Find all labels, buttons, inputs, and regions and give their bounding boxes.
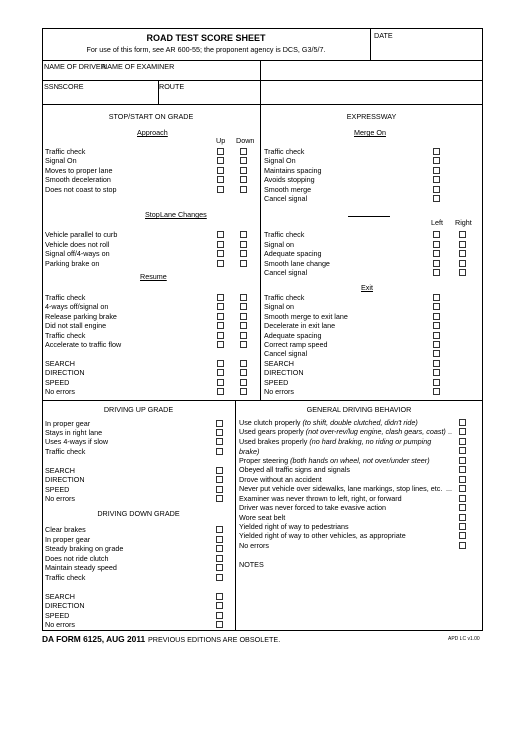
checkbox[interactable] (216, 467, 223, 474)
list-item: Smooth merge (264, 185, 312, 194)
col-right-label: Right (455, 218, 472, 227)
checkbox[interactable] (216, 612, 223, 619)
checkbox[interactable] (217, 294, 224, 301)
checkbox[interactable] (433, 269, 440, 276)
checkbox[interactable] (240, 260, 247, 267)
list-item: Avoids stopping (264, 175, 315, 184)
behavior-item: Used brakes properly (no hard braking, no riding or pumping (239, 437, 432, 446)
list-item: Traffic check (264, 230, 305, 239)
date-divider (370, 28, 371, 60)
list-item: Decelerate in exit lane (264, 321, 336, 330)
list-item: In proper gear (45, 535, 91, 544)
list-item: No errors (45, 494, 75, 503)
checkbox[interactable] (217, 303, 224, 310)
behavior-item: Proper steering (both hands on wheel, not over/under steer) (239, 456, 430, 465)
checkbox[interactable] (459, 495, 466, 502)
list-item: Cancel signal (264, 268, 308, 277)
list-item: Smooth merge to exit lane (264, 312, 348, 321)
checkbox[interactable] (240, 176, 247, 183)
list-item: Smooth deceleration (45, 175, 111, 184)
checkbox[interactable] (459, 250, 466, 257)
general-title: GENERAL DRIVING BEHAVIOR (306, 405, 412, 414)
ssn-field[interactable] (44, 91, 156, 103)
checkbox[interactable] (216, 536, 223, 543)
checkbox[interactable] (240, 313, 247, 320)
checkbox[interactable] (459, 457, 466, 464)
driving-up-title: DRIVING UP GRADE (103, 405, 174, 414)
checkbox[interactable] (217, 341, 224, 348)
checkbox[interactable] (240, 322, 247, 329)
behavior-item: Obeyed all traffic signs and signals (239, 465, 350, 474)
list-item: SPEED (264, 378, 289, 387)
list-item: Adequate spacing (264, 249, 322, 258)
checkbox[interactable] (433, 250, 440, 257)
lane-changes-rule (348, 216, 390, 217)
col-left-label: Left (431, 218, 443, 227)
list-item: Traffic check (45, 293, 86, 302)
checkbox[interactable] (217, 322, 224, 329)
route-label: ROUTE (159, 82, 185, 91)
checkbox[interactable] (459, 428, 466, 435)
list-item: Moves to proper lane (45, 166, 113, 175)
list-item: Traffic check (264, 293, 305, 302)
checkbox[interactable] (240, 360, 247, 367)
list-item: In proper gear (45, 419, 91, 428)
list-item: No errors (45, 620, 75, 629)
list-item: SEARCH (45, 466, 75, 475)
checkbox[interactable] (433, 241, 440, 248)
checkbox[interactable] (216, 555, 223, 562)
notes-field[interactable] (238, 570, 481, 629)
form-number: DA FORM 6125, AUG 2011 (42, 634, 146, 644)
list-item: SPEED (45, 611, 70, 620)
behavior-item: Use clutch properly (to shift, double clutched, didn't ride) (239, 418, 418, 427)
checkbox[interactable] (240, 332, 247, 339)
checkbox[interactable] (459, 504, 466, 511)
route-field[interactable] (160, 91, 259, 103)
list-item: Accelerate to traffic flow (45, 340, 122, 349)
checkbox[interactable] (459, 419, 466, 426)
driver-name-field[interactable] (44, 70, 258, 79)
rule (42, 400, 483, 401)
rule (42, 104, 483, 105)
checkbox[interactable] (217, 388, 224, 395)
checkbox[interactable] (433, 260, 440, 267)
checkbox[interactable] (433, 186, 440, 193)
checkbox[interactable] (217, 369, 224, 376)
checkbox[interactable] (216, 593, 223, 600)
rule (42, 60, 483, 61)
stop-heading: Stop (145, 210, 160, 219)
list-item: Steady braking on grade (45, 544, 124, 553)
checkbox[interactable] (216, 621, 223, 628)
checkbox[interactable] (216, 438, 223, 445)
checkbox[interactable] (459, 532, 466, 539)
score-label: SCORE (58, 82, 84, 91)
checkbox[interactable] (433, 157, 440, 164)
checkbox[interactable] (459, 485, 466, 492)
leader-dots: ... (446, 484, 452, 493)
list-item: DIRECTION (264, 368, 304, 377)
list-item: Vehicle parallel to curb (45, 230, 118, 239)
checkbox[interactable] (240, 388, 247, 395)
rule (260, 60, 261, 104)
checkbox[interactable] (240, 250, 247, 257)
checkbox[interactable] (433, 350, 440, 357)
checkbox[interactable] (459, 231, 466, 238)
checkbox[interactable] (433, 322, 440, 329)
checkbox[interactable] (433, 195, 440, 202)
checkbox[interactable] (216, 429, 223, 436)
checkbox[interactable] (433, 148, 440, 155)
list-item: Clear brakes (45, 525, 86, 534)
list-item: SEARCH (45, 359, 75, 368)
list-item: Does not coast to stop (45, 185, 117, 194)
checkbox[interactable] (240, 241, 247, 248)
rule (235, 400, 236, 631)
checkbox[interactable] (240, 303, 247, 310)
checkbox[interactable] (433, 332, 440, 339)
behavior-item: Yielded right of way to pedestrians (239, 522, 349, 531)
list-item: Maintain steady speed (45, 563, 117, 572)
list-item: Does not ride clutch (45, 554, 109, 563)
list-item: Cancel signal (264, 194, 308, 203)
checkbox[interactable] (433, 313, 440, 320)
list-item: SPEED (45, 485, 70, 494)
checkbox[interactable] (217, 231, 224, 238)
behavior-item: Yielded right of way to other vehicles, as appropriate (239, 531, 406, 540)
list-item: 4-ways off/signal on (45, 302, 109, 311)
apd-version: APD LC v1.00 (448, 636, 480, 642)
col-down-label: Down (236, 136, 255, 145)
behavior-item: Used gears properly (not over-rev/lug engine, clash gears, coast) (239, 427, 446, 436)
approach-heading: Approach (137, 128, 168, 137)
list-item: Signal off/4-ways on (45, 249, 110, 258)
merge-on-heading: Merge On (354, 128, 386, 137)
checkbox[interactable] (240, 341, 247, 348)
behavior-item: brake) (239, 447, 260, 456)
checkbox[interactable] (217, 379, 224, 386)
checkbox[interactable] (433, 341, 440, 348)
list-item: DIRECTION (45, 368, 85, 377)
checkbox[interactable] (216, 526, 223, 533)
date-field[interactable] (372, 40, 480, 58)
checkbox[interactable] (216, 486, 223, 493)
editions-note: PREVIOUS EDITIONS ARE OBSOLETE. (148, 635, 281, 644)
checkbox[interactable] (240, 148, 247, 155)
driver-name-label: NAME OF DRIVER (44, 62, 106, 71)
behavior-item: Driver was never forced to take evasive action (239, 503, 387, 512)
checkbox[interactable] (433, 303, 440, 310)
checkbox[interactable] (240, 157, 247, 164)
list-item: Cancel signal (264, 349, 308, 358)
list-item: Did not stall engine (45, 321, 107, 330)
resume-heading: Resume (140, 272, 167, 281)
checkbox[interactable] (216, 545, 223, 552)
checkbox[interactable] (459, 466, 466, 473)
form-title: ROAD TEST SCORE SHEET (146, 33, 266, 43)
checkbox[interactable] (459, 269, 466, 276)
checkbox[interactable] (217, 186, 224, 193)
form-subtitle: For use of this form, see AR 600-55; the proponent agency is DCS, G3/5/7. (86, 45, 326, 54)
list-item: Vehicle does not roll (45, 240, 110, 249)
leader-dots: .. (448, 427, 452, 436)
list-item: SEARCH (45, 592, 75, 601)
list-item: DIRECTION (45, 601, 85, 610)
checkbox[interactable] (459, 476, 466, 483)
rule (42, 80, 483, 81)
checkbox[interactable] (433, 167, 440, 174)
list-item: Traffic check (45, 147, 86, 156)
exit-heading: Exit (361, 283, 373, 292)
checkbox[interactable] (459, 523, 466, 530)
list-item: Traffic check (45, 331, 86, 340)
list-item: DIRECTION (45, 475, 85, 484)
ssn-label: SSN (44, 82, 59, 91)
checkbox[interactable] (216, 564, 223, 571)
list-item: Traffic check (45, 447, 86, 456)
behavior-item: No errors (239, 541, 269, 550)
list-item: Maintains spacing (264, 166, 322, 175)
checkbox[interactable] (433, 369, 440, 376)
checkbox[interactable] (217, 148, 224, 155)
list-item: Signal On (264, 156, 296, 165)
list-item: Release parking brake (45, 312, 117, 321)
checkbox[interactable] (433, 176, 440, 183)
list-item: Signal on (264, 302, 294, 311)
list-item: No errors (45, 387, 75, 396)
stop-start-title: STOP/START ON GRADE (108, 112, 194, 121)
notes-label: NOTES (239, 560, 264, 569)
list-item: Uses 4-ways if slow (45, 437, 109, 446)
checkbox[interactable] (433, 360, 440, 367)
checkbox[interactable] (216, 602, 223, 609)
list-item: Smooth lane change (264, 259, 330, 268)
lane-changes-heading: Lane Changes (160, 210, 207, 219)
checkbox[interactable] (459, 542, 466, 549)
list-item: SPEED (45, 378, 70, 387)
checkbox[interactable] (459, 438, 466, 445)
date-label: DATE (374, 31, 393, 40)
checkbox[interactable] (240, 294, 247, 301)
checkbox[interactable] (217, 241, 224, 248)
checkbox[interactable] (217, 176, 224, 183)
checkbox[interactable] (217, 360, 224, 367)
list-item: No errors (264, 387, 294, 396)
checkbox[interactable] (217, 167, 224, 174)
checkbox[interactable] (240, 369, 247, 376)
checkbox[interactable] (240, 186, 247, 193)
checkbox[interactable] (216, 495, 223, 502)
checkbox[interactable] (459, 241, 466, 248)
checkbox[interactable] (433, 294, 440, 301)
list-item: Parking brake on (45, 259, 100, 268)
checkbox[interactable] (433, 231, 440, 238)
checkbox[interactable] (459, 514, 466, 521)
list-item: Adequate spacing (264, 331, 322, 340)
checkbox[interactable] (216, 476, 223, 483)
checkbox[interactable] (217, 313, 224, 320)
checkbox[interactable] (217, 157, 224, 164)
behavior-item: Examiner was never thrown to left, right, or forward (239, 494, 402, 503)
checkbox[interactable] (240, 231, 247, 238)
behavior-item: Never put vehicle over sidewalks, lane markings, stop lines, etc. (239, 484, 443, 493)
col-up-label: Up (216, 136, 226, 145)
list-item: Stays in right lane (45, 428, 103, 437)
expressway-title: EXPRESSWAY (346, 112, 397, 121)
checkbox[interactable] (433, 388, 440, 395)
driving-down-title: DRIVING DOWN GRADE (97, 509, 180, 518)
behavior-item: Drove without an accident (239, 475, 322, 484)
examiner-name-field[interactable] (262, 62, 481, 79)
rule (260, 104, 261, 400)
examiner-name-label: NAME OF EXAMINER (102, 62, 175, 71)
score-field[interactable] (262, 82, 481, 103)
list-item: SEARCH (264, 359, 294, 368)
list-item: Signal on (264, 240, 294, 249)
checkbox[interactable] (216, 448, 223, 455)
checkbox[interactable] (216, 420, 223, 427)
list-item: Signal On (45, 156, 77, 165)
checkbox[interactable] (216, 574, 223, 581)
checkbox[interactable] (459, 260, 466, 267)
behavior-item: Wore seat belt (239, 513, 286, 522)
list-item: Traffic check (264, 147, 305, 156)
checkbox[interactable] (217, 260, 224, 267)
checkbox[interactable] (459, 447, 466, 454)
checkbox[interactable] (217, 250, 224, 257)
checkbox[interactable] (240, 167, 247, 174)
list-item: Traffic check (45, 573, 86, 582)
list-item: Correct ramp speed (264, 340, 328, 349)
checkbox[interactable] (217, 332, 224, 339)
checkbox[interactable] (240, 379, 247, 386)
checkbox[interactable] (433, 379, 440, 386)
